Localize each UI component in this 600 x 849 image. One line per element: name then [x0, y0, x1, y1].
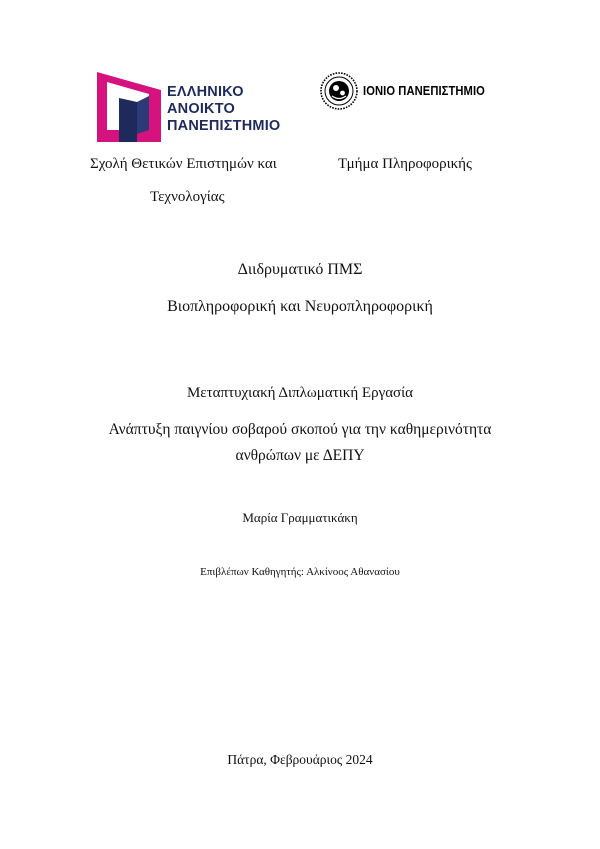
school-name-line-2: Τεχνολογίας: [150, 189, 225, 205]
department-name: Τμήμα Πληροφορικής: [338, 156, 472, 172]
place-date: Πάτρα, Φεβρουάριος 2024: [227, 752, 373, 767]
eap-line-1: ΕΛΛΗΝΙΚΟ: [167, 84, 244, 100]
thesis-title-line-2: ανθρώπων με ΔΕΠΥ: [235, 447, 365, 464]
thesis-title-line-1: Ανάπτυξη παιγνίου σοβαρού σκοπού για την καθημερινότητα: [108, 421, 492, 438]
program-specialization: Βιοπληροφορική και Νευροπληροφορική: [167, 298, 433, 315]
ionio-wordmark: ΙΟΝΙΟ ΠΑΝΕΠΙΣΤΗΜΙΟ: [363, 83, 485, 98]
ionio-seal-icon: [320, 72, 358, 110]
eap-wordmark: [167, 84, 287, 135]
eap-line-2: ΑΝΟΙΚΤΟ: [167, 101, 235, 117]
eap-emblem-icon: [97, 72, 161, 142]
author-name: Μαρία Γραμματικάκη: [242, 510, 358, 525]
eap-line-3: ΠΑΝΕΠΙΣΤΗΜΙΟ: [167, 118, 281, 134]
eap-logo: [97, 70, 287, 142]
ionio-logo: [320, 72, 510, 112]
thesis-type: Μεταπτυχιακή Διπλωματική Εργασία: [186, 385, 414, 401]
supervisor: Επιβλέπων Καθηγητής: Αλκίνοος Αθανασίου: [200, 566, 400, 578]
program-name: Διιδρυματικό ΠΜΣ: [237, 261, 363, 278]
school-name-line-1: Σχολή Θετικών Επιστημών και: [90, 156, 277, 172]
